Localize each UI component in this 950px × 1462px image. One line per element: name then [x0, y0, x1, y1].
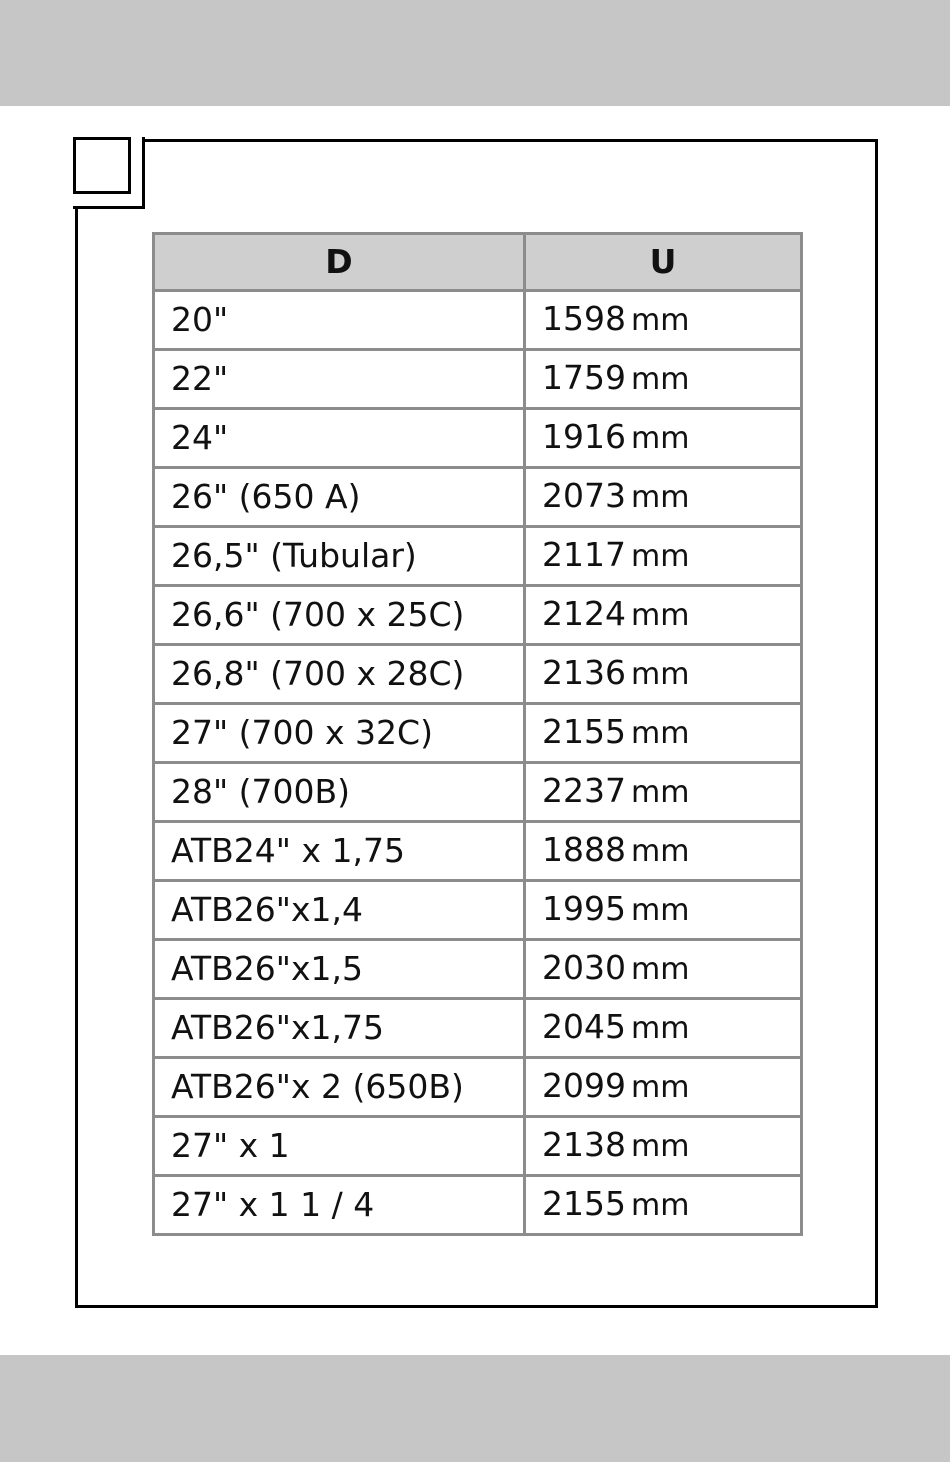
unit-label: mm: [630, 716, 690, 751]
tire-size-cell: 20": [154, 291, 525, 350]
tire-size-cell: ATB26"x1,75: [154, 999, 525, 1058]
circumference-value: 2124: [542, 594, 626, 633]
unit-label: mm: [630, 1011, 690, 1046]
table-row: [154, 999, 802, 1058]
unit-label: mm: [630, 480, 690, 515]
unit-label: mm: [630, 1129, 690, 1164]
circumference-value: 2045: [542, 1007, 626, 1046]
header-circumference: U: [525, 234, 802, 291]
corner-box: [73, 137, 131, 194]
circumference-cell: [525, 527, 802, 586]
unit-label: mm: [630, 834, 690, 869]
circumference-value: 2237: [542, 771, 626, 810]
table-row: [154, 1176, 802, 1235]
unit-label: mm: [630, 421, 690, 456]
circumference-cell: [525, 763, 802, 822]
unit-label: mm: [630, 775, 690, 810]
table-row: [154, 822, 802, 881]
unit-label: mm: [630, 657, 690, 692]
unit-label: mm: [630, 952, 690, 987]
table-row: [154, 881, 802, 940]
unit-label: mm: [630, 1188, 690, 1223]
circumference-cell: [525, 999, 802, 1058]
circumference-cell: [525, 881, 802, 940]
table-row: [154, 940, 802, 999]
table-row: [154, 527, 802, 586]
circumference-cell: [525, 409, 802, 468]
tire-size-cell: ATB24" x 1,75: [154, 822, 525, 881]
unit-label: mm: [630, 1070, 690, 1105]
tire-size-cell: 28" (700B): [154, 763, 525, 822]
circumference-cell: [525, 1176, 802, 1235]
circumference-cell: [525, 822, 802, 881]
tire-size-cell: ATB26"x1,5: [154, 940, 525, 999]
tire-size-cell: 27" x 1 1 / 4: [154, 1176, 525, 1235]
table-row: [154, 1058, 802, 1117]
top-band: [0, 0, 950, 106]
tire-size-cell: 27" (700 x 32C): [154, 704, 525, 763]
circumference-value: 2099: [542, 1066, 626, 1105]
bottom-band: [0, 1355, 950, 1462]
table-row: [154, 704, 802, 763]
tire-size-cell: 24": [154, 409, 525, 468]
tire-size-cell: 22": [154, 350, 525, 409]
circumference-value: 2073: [542, 476, 626, 515]
unit-label: mm: [630, 539, 690, 574]
circumference-cell: [525, 1058, 802, 1117]
tire-size-cell: 27" x 1: [154, 1117, 525, 1176]
circumference-value: 1995: [542, 889, 626, 928]
tire-size-cell: 26,6" (700 x 25C): [154, 586, 525, 645]
tire-size-cell: ATB26"x1,4: [154, 881, 525, 940]
tire-size-cell: ATB26"x 2 (650B): [154, 1058, 525, 1117]
tire-size-cell: 26,8" (700 x 28C): [154, 645, 525, 704]
circumference-cell: [525, 350, 802, 409]
tire-size-cell: 26,5" (Tubular): [154, 527, 525, 586]
unit-label: mm: [630, 303, 690, 338]
circumference-value: 2138: [542, 1125, 626, 1164]
circumference-value: 2136: [542, 653, 626, 692]
table-row: [154, 468, 802, 527]
circumference-cell: [525, 586, 802, 645]
table-row: [154, 350, 802, 409]
circumference-cell: [525, 468, 802, 527]
circumference-value: 1888: [542, 830, 626, 869]
circumference-value: 1598: [542, 299, 626, 338]
circumference-cell: [525, 940, 802, 999]
circumference-value: 2155: [542, 1184, 626, 1223]
table-row: [154, 763, 802, 822]
table-row: [154, 586, 802, 645]
circumference-cell: [525, 1117, 802, 1176]
circumference-value: 2117: [542, 535, 626, 574]
circumference-value: 1916: [542, 417, 626, 456]
table-row: [154, 645, 802, 704]
unit-label: mm: [630, 598, 690, 633]
circumference-value: 1759: [542, 358, 626, 397]
header-diameter: D: [154, 234, 525, 291]
circumference-cell: [525, 291, 802, 350]
unit-label: mm: [630, 362, 690, 397]
circumference-cell: [525, 645, 802, 704]
wheel-circumference-table: [152, 232, 803, 1236]
table-row: [154, 1117, 802, 1176]
circumference-cell: [525, 704, 802, 763]
table-row: [154, 291, 802, 350]
table-row: [154, 409, 802, 468]
table-header-row: [154, 234, 802, 291]
tire-size-cell: 26" (650 A): [154, 468, 525, 527]
circumference-value: 2155: [542, 712, 626, 751]
circumference-value: 2030: [542, 948, 626, 987]
unit-label: mm: [630, 893, 690, 928]
